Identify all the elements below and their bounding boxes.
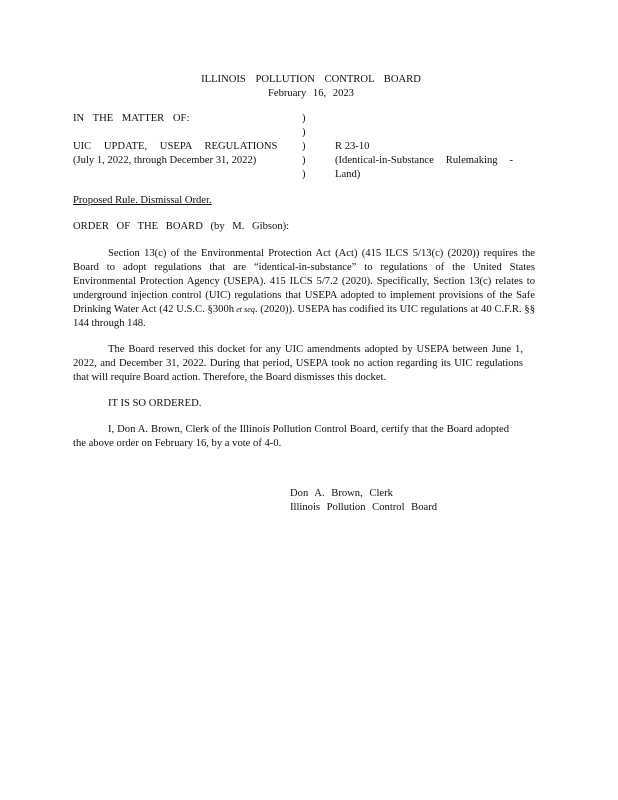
case-caption — [73, 112, 553, 184]
caption-left — [73, 112, 303, 168]
paren: ) — [302, 169, 306, 180]
order-date: February 16, 2023 — [268, 88, 354, 99]
board-name-heading: ILLINOIS POLLUTION CONTROL BOARD — [201, 74, 421, 85]
paren: ) — [302, 113, 306, 124]
so-ordered: IT IS SO ORDERED. — [108, 398, 202, 409]
paren: ) — [302, 155, 306, 166]
signature-block — [290, 487, 437, 515]
paragraph-1 — [73, 247, 535, 331]
document-type: Proposed Rule. Dismissal Order. — [73, 195, 212, 206]
caption-title-line2: (July 1, 2022, through December 31, 2022) — [73, 155, 257, 166]
et-seq-italic: et seq — [234, 305, 255, 314]
caption-title-line1: UIC UPDATE, USEPA REGULATIONS — [73, 141, 278, 152]
paragraph-1-text: Section 13(c) of the Environmental Protection Act (Act) (415 ILCS 5/13(c) (2020)) requires the Board to adopt regulations that are “identical-in-substance” to regulations of the United States Environmental Protection Agency (USEPA). 415 ILCS 5/7.2 (2020). Specifically, Section 13(c) relates to underground injection control (UIC) regulations that USEPA adopted to implement provisions of the Safe Drinking Water Act (42 U.S.C. §300h — [73, 248, 535, 315]
signature-name: Don A. Brown, Clerk — [290, 488, 393, 499]
signature-org: Illinois Pollution Control Board — [290, 502, 438, 513]
order-heading: ORDER OF THE BOARD (by M. Gibson): — [73, 221, 290, 232]
in-the-matter-label: IN THE MATTER OF: — [73, 113, 190, 124]
paren: ) — [302, 127, 306, 138]
paren: ) — [302, 141, 306, 152]
caption-right — [335, 140, 535, 182]
clerk-certification: I, Don A. Brown, Clerk of the Illinois Pollution Control Board, certify that the Board adopted the above order on February 16, by a vote of 4-0. — [73, 424, 509, 449]
proceeding-type-line2: Land) — [335, 169, 361, 180]
paragraph-1-text-end: . (2020)). USEPA has codified its UIC regulations at 40 C.F.R. §§ 144 through 148. — [73, 304, 535, 329]
case-number: R 23-10 — [335, 141, 370, 152]
paragraph-2: The Board reserved this docket for any UIC amendments adopted by USEPA between June 1, 2022, and December 31, 2022. During that period, USEPA took no action regarding its UIC regulations that will require Board action. Therefore, the Board dismisses this docket. — [73, 344, 523, 383]
caption-parentheses — [302, 112, 312, 182]
proceeding-type-line1: (Identical-in-Substance Rulemaking - — [335, 155, 513, 166]
